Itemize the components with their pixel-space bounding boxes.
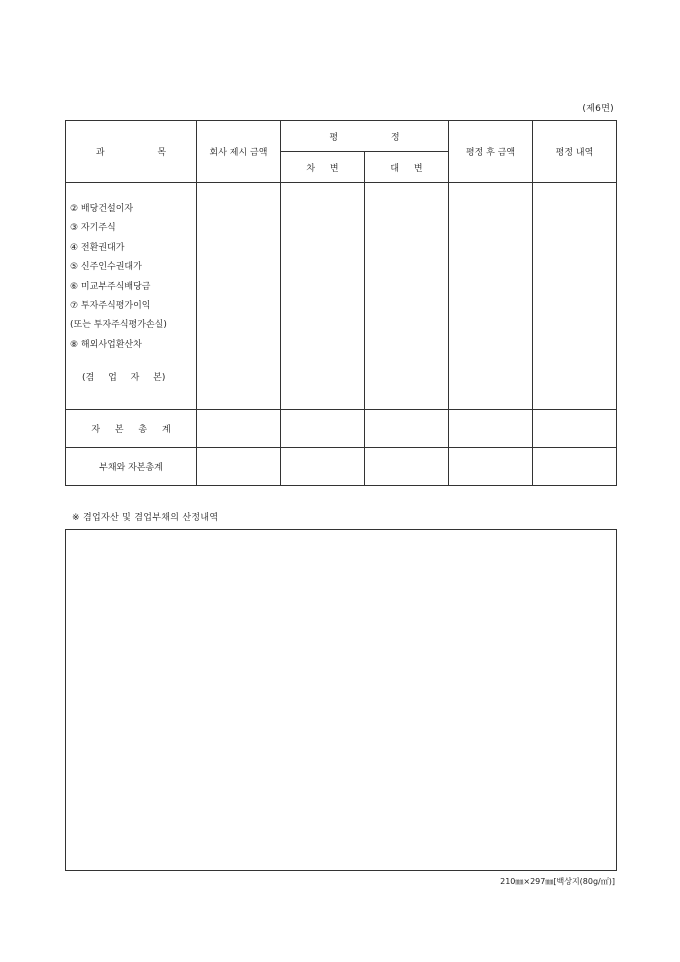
total-lc-details-cell [533, 448, 617, 486]
after-amount-cell [449, 183, 533, 410]
header-credit: 대 변 [365, 152, 449, 183]
capital-adjustment-table [65, 120, 617, 486]
item-list [66, 183, 196, 389]
header-debit: 차 변 [281, 152, 365, 183]
page-number: (제6면) [582, 104, 614, 114]
total-capital-credit-cell [365, 410, 449, 448]
list-item: (또는 투자주식평가손실) [70, 320, 167, 331]
company-amount-cell [197, 183, 281, 410]
total-lc-after-cell [449, 448, 533, 486]
calculation-title: ※ 겸업자산 및 겸업부채의 산정내역 [72, 513, 219, 523]
total-capital-debit-cell [281, 410, 365, 448]
paper-spec: 210㎜×297㎜[백상지(80g/㎡)] [500, 877, 615, 886]
list-item: ③ 자기주식 [70, 223, 116, 234]
total-capital-after-cell [449, 410, 533, 448]
total-lc-debit-cell [281, 448, 365, 486]
header-company-amount: 회사 제시 금액 [197, 121, 281, 183]
list-item: ④ 전환권대가 [70, 242, 125, 253]
list-item: ⑦ 투자주식평가이익 [70, 301, 151, 312]
header-adjustment: 평 정 [281, 121, 449, 152]
total-capital-details-cell [533, 410, 617, 448]
total-capital-label: 자 본 총 계 [66, 410, 197, 448]
total-lc-credit-cell [365, 448, 449, 486]
debit-cell [281, 183, 365, 410]
calculation-box [65, 529, 617, 871]
list-item: ⑤ 신주인수권대가 [70, 262, 142, 273]
items-cell [66, 183, 197, 410]
total-liabilities-capital-label: 부채와 자본총계 [66, 448, 197, 486]
list-item: ② 배당건설이자 [70, 204, 134, 214]
list-item: ⑥ 미교부주식배당금 [70, 281, 151, 292]
list-item: ⑧ 해외사업환산차 [70, 339, 142, 350]
total-capital-company-cell [197, 410, 281, 448]
credit-cell [365, 183, 449, 410]
total-lc-company-cell [197, 448, 281, 486]
subtotal-label: (겸 업 자 본) [82, 373, 166, 384]
header-after-amount: 평정 후 금액 [449, 121, 533, 183]
header-details: 평정 내역 [533, 121, 617, 183]
header-subject: 과 목 [66, 121, 197, 183]
details-cell [533, 183, 617, 410]
